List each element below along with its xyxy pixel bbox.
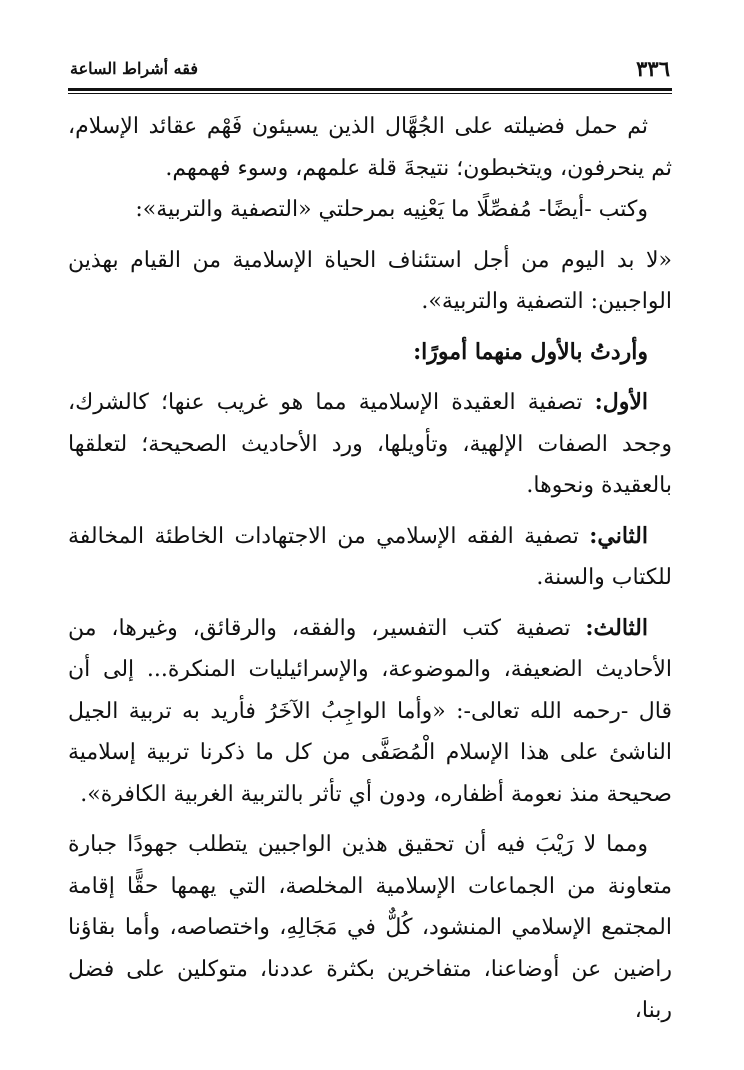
paragraph-2 (68, 189, 672, 231)
paragraph-text: ثم حمل فضيلته على الجُهَّال الذين يسيئون فَهْم عقائد الإسلام، ثم ينحرفون، ويتخبطون؛ نتيجةَ قلة علمهم، وسوء فهمهم. (68, 114, 672, 181)
point-label: الأول: (594, 389, 648, 415)
point-second (68, 516, 672, 599)
point-third (68, 608, 672, 816)
paragraph-intro-points (68, 332, 672, 374)
header-rule-thin (68, 93, 672, 94)
point-label: الثاني: (589, 522, 648, 549)
paragraph-lead: وأردتُ بالأول منهما أمورًا: (413, 338, 648, 365)
point-label: الثالث: (585, 614, 648, 641)
paragraph-text: ومما لا رَيْبَ فيه أن تحقيق هذين الواجبين يتطلب جهودًا جبارة متعاونة من الجماعات الإسلامية المخلصة، التي يهمها حقًّا إقامة المجتمع الإسلامي المنشود، كُلٌّ في مَجَالِهِ، واختصاصه، وأما بقاؤنا راضين عن أوضاعنا، متفاخرين بكثرة عددنا، متوكلين على فضل ربنا، (68, 832, 672, 1023)
header-rule-thick (68, 88, 672, 91)
book-page (68, 52, 672, 1032)
paragraph-text: تصفية كتب التفسير، والفقه، والرقائق، وغيرها، من الأحاديث الضعيفة، والموضوعة، والإسرائيليات المنكرة... إلى أن قال -رحمه الله تعالى-: «وأما الواجِبُ الآخَرُ فأريد به تربية الجيل الناشئ على هذا الإسلام الْمُصَفَّى من كل ما ذكرنا تربية إسلامية صحيحة منذ نعومة أظفاره، ودون أي تأثر بالتربية الغربية الكافرة». (68, 615, 672, 807)
paragraph-1 (68, 106, 672, 189)
page-header (68, 52, 672, 86)
running-title: فقه أشراط الساعة (70, 59, 198, 78)
point-first (68, 382, 672, 507)
paragraph-text: تصفية العقيدة الإسلامية مما هو غريب عنها؛ كالشرك، وجحد الصفات الإلهية، وتأويلها، ورد الأحاديث الصحيحة؛ لتعلقها بالعقيدة ونحوها. (68, 390, 672, 498)
paragraph-text: تصفية الفقه الإسلامي من الاجتهادات الخاطئة المخالفة للكتاب والسنة. (68, 523, 672, 590)
paragraph-final (68, 824, 672, 1032)
paragraph-text: وكتب -أيضًا- مُفصِّلًا ما يَعْنِيه بمرحلتي «التصفية والتربية»: (135, 197, 648, 222)
body-text (68, 106, 672, 1032)
page-number: ٣٣٦ (636, 56, 670, 81)
quote-paragraph (68, 240, 672, 323)
paragraph-text: «لا بد اليوم من أجل استئناف الحياة الإسلامية من القيام بهذين الواجبين: التصفية والتربية». (68, 247, 672, 314)
